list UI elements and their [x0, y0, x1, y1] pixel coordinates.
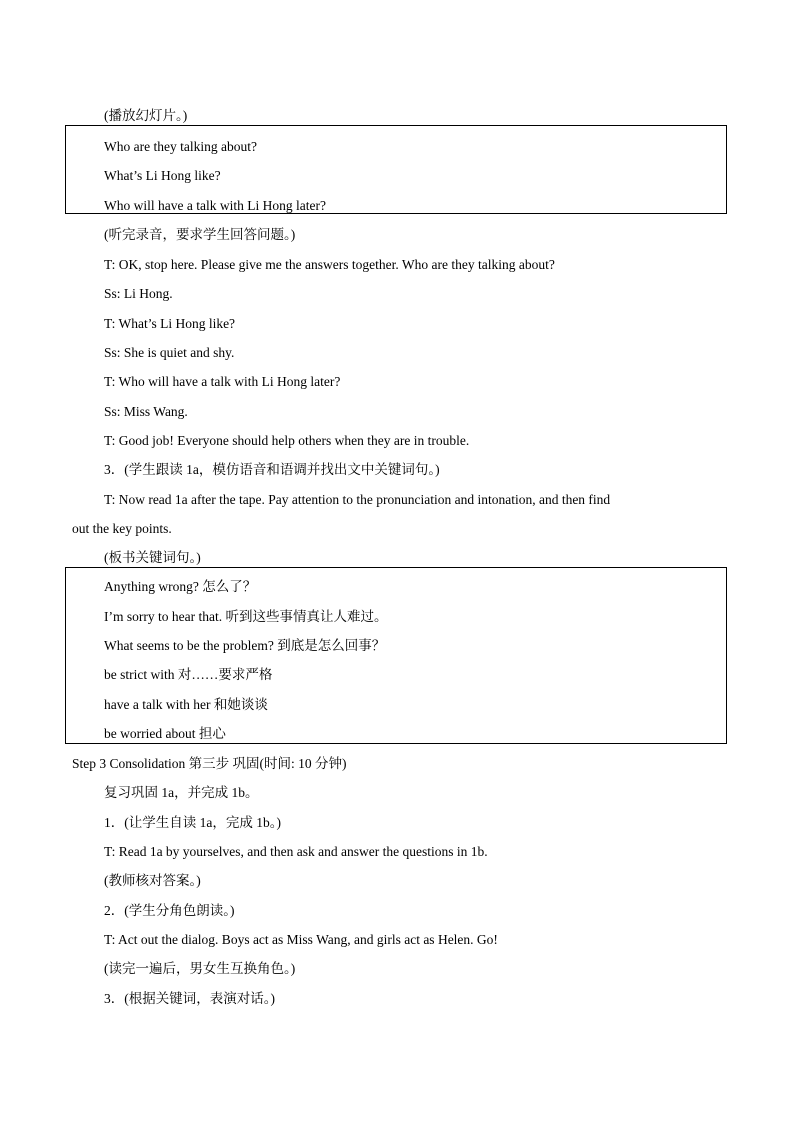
step-3-item-1-instruction: T: Read 1a by yourselves, and then ask and answer the questions in 1b. — [104, 844, 488, 859]
keypoint-line: have a talk with her 和她谈谈 — [104, 697, 268, 712]
dialogue-line: T: Good job! Everyone should help others when they are in trouble. — [104, 433, 470, 448]
step-3-item-1-heading: 1．(让学生自读 1a，完成 1b。) — [104, 815, 281, 830]
item-3-instruction-cont: out the key points. — [72, 521, 172, 536]
step-3-intro: 复习巩固 1a，并完成 1b。 — [104, 785, 259, 800]
note-play-slides: (播放幻灯片。) — [104, 108, 188, 123]
dialogue-line: Ss: Li Hong. — [104, 286, 173, 301]
keypoint-line: What seems to be the problem? 到底是怎么回事？ — [104, 638, 386, 653]
dialogue-line: T: Who will have a talk with Li Hong later? — [104, 374, 341, 389]
step-3-item-2-heading: 2．(学生分角色朗读。) — [104, 903, 235, 918]
keypoint-line: Anything wrong? 怎么了？ — [104, 579, 257, 594]
dialogue-line: T: OK, stop here. Please give me the answers together. Who are they talking about? — [104, 257, 555, 272]
note-board: (板书关键词句。) — [104, 550, 201, 565]
question-line: Who are they talking about? — [104, 139, 257, 154]
question-line: Who will have a talk with Li Hong later? — [104, 198, 326, 213]
step-3-item-3-heading: 3．(根据关键词，表演对话。) — [104, 991, 275, 1006]
step-3-item-1-note: (教师核对答案。) — [104, 873, 201, 888]
item-3-instruction: T: Now read 1a after the tape. Pay attention to the pronunciation and intonation, and then find — [104, 492, 611, 507]
question-line: What’s Li Hong like? — [104, 168, 221, 183]
dialogue-line: Ss: She is quiet and shy. — [104, 345, 235, 360]
dialogue-line: Ss: Miss Wang. — [104, 404, 188, 419]
item-3-heading: 3．(学生跟读 1a，模仿语音和语调并找出文中关键词句。) — [104, 462, 440, 477]
step-3-item-2-note: (读完一遍后，男女生互换角色。) — [104, 961, 296, 976]
step-3-item-2-instruction: T: Act out the dialog. Boys act as Miss Wang, and girls act as Helen. Go! — [104, 932, 498, 947]
dialogue-line: T: What’s Li Hong like? — [104, 316, 236, 331]
keypoint-line: be worried about 担心 — [104, 726, 226, 741]
step-3-title: Step 3 Consolidation 第三步 巩固(时间: 10 分钟) — [72, 756, 347, 771]
note-listen: (听完录音，要求学生回答问题。) — [104, 227, 296, 242]
keypoint-line: I’m sorry to hear that. 听到这些事情真让人难过。 — [104, 609, 388, 624]
keypoint-line: be strict with 对……要求严格 — [104, 667, 273, 682]
